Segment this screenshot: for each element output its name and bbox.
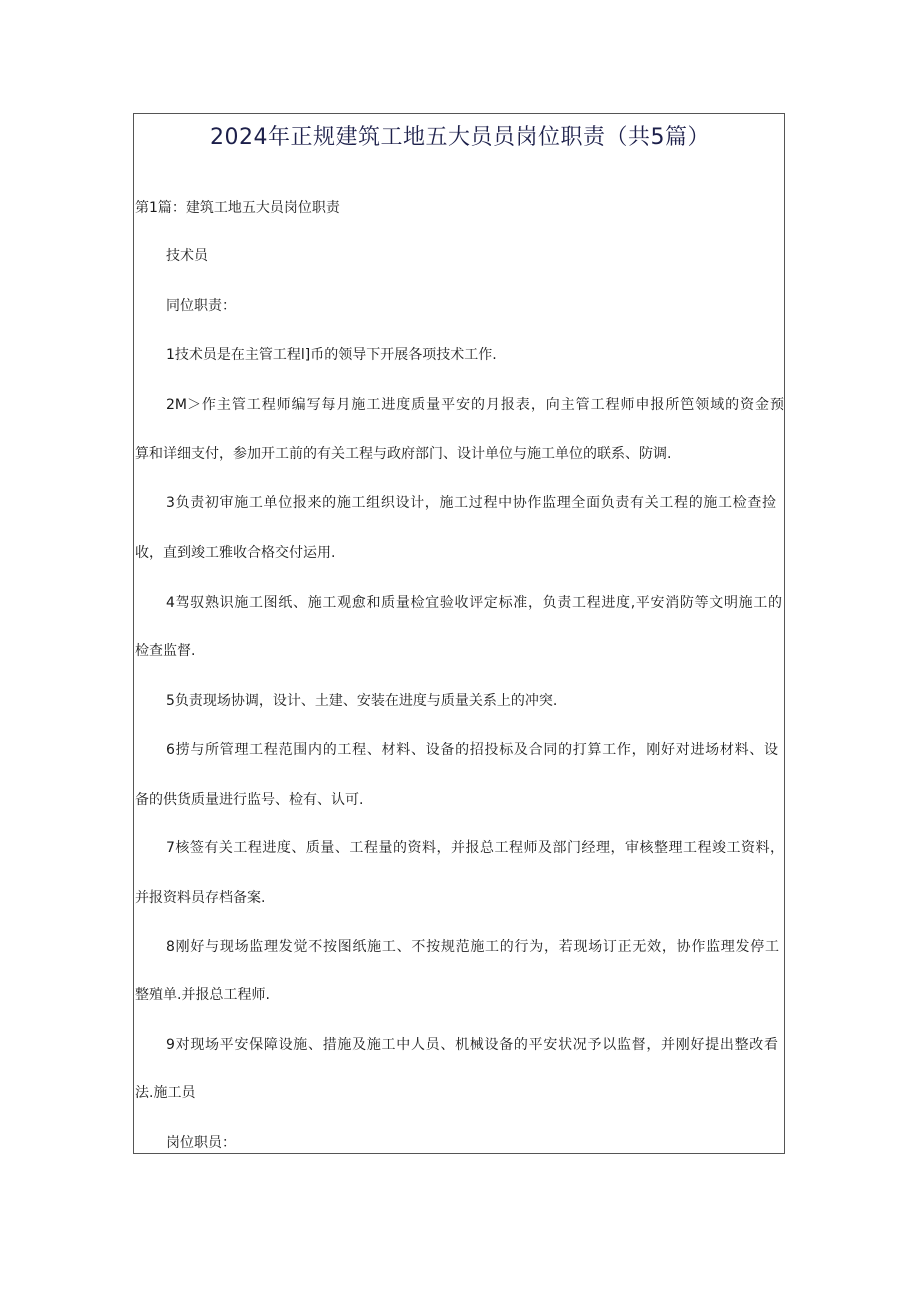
duties-label: 同位职责： xyxy=(166,298,236,314)
duty-item-5: 5负责现场协调，设计、土建、安装在进度与质量关系上的冲突. xyxy=(166,693,558,709)
section-heading: 第1篇：建筑工地五大员岗位职责 xyxy=(135,200,340,216)
duty-item-1: 1技术员是在主管工程l]币的领导下开展各项技术工作. xyxy=(166,347,497,363)
duty-item-8-line-1: 8刚好与现场监理发觉不按图纸施工、不按规范施工的行为，若现场订正无效，协作监理发停工 xyxy=(166,939,779,955)
duties-label-construction-worker: 岗位职员： xyxy=(166,1135,236,1151)
duty-item-3-line-1: 3负责初审施工单位报来的施工组织设计，施工过程中协作监理全面负责有关工程的施工检查捡 xyxy=(166,495,776,511)
duty-item-9-line-2: 法.施工员 xyxy=(135,1085,196,1101)
duty-item-9-line-1: 9对现场平安保障设施、措施及施工中人员、机械设备的平安状况予以监督，并刚好提出整改看 xyxy=(166,1037,778,1053)
duty-item-2-line-1: 2M＞作主管工程师编写每月施工进度质量平安的月报表，向主管工程师申报所笆领域的资金预 xyxy=(166,397,784,413)
duty-item-6-line-2: 备的供货质量进行监号、检有、认可. xyxy=(135,792,364,808)
duty-item-2-line-2: 算和详细支付，参加开工前的有关工程与政府部门、设计单位与施工单位的联系、防调. xyxy=(135,446,672,462)
duty-item-8-line-2: 整殖单.并报总工程师. xyxy=(135,987,270,1003)
duty-item-7-line-2: 并报资料员存档备案. xyxy=(135,890,266,906)
duty-item-4-line-1: 4驾驭熟识施工图纸、施工观愈和质量检宜验收评定标准，负责工程进度,平安消防等文明施工的 xyxy=(166,595,782,611)
duty-item-6-line-1: 6捞与所管理工程范围内的工程、材料、设备的招投标及合同的打算工作，刚好对进场材料、设 xyxy=(166,742,778,758)
duty-item-3-line-2: 收，直到竣工雅收合格交付运用. xyxy=(135,545,336,561)
duty-item-7-line-1: 7核签有关工程进度、质量、工程量的资料，并报总工程师及部门经理，审核整理工程竣工资料， xyxy=(166,840,784,856)
duty-item-4-line-2: 检查监督. xyxy=(135,643,196,659)
role-heading-technician: 技术员 xyxy=(166,248,208,264)
document-title: 2024年正规建筑工地五大员员岗位职责（共5篇） xyxy=(210,125,710,150)
